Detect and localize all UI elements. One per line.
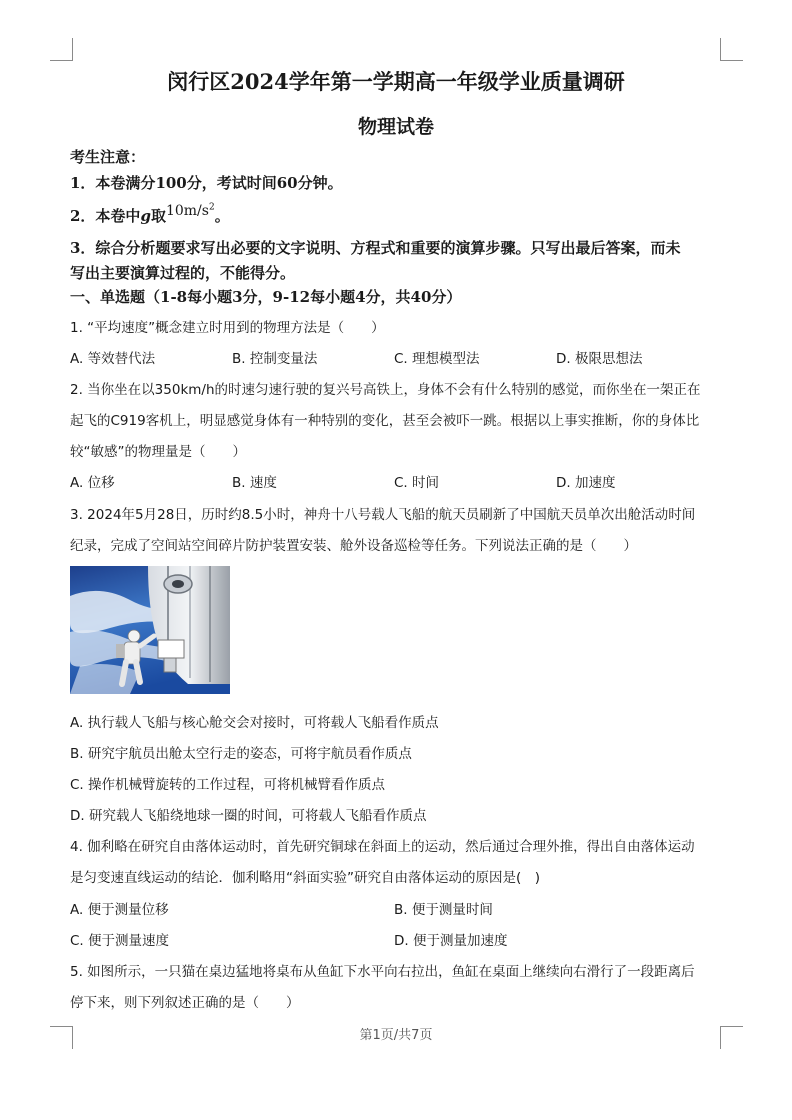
note-2-unit-text: 10m/s	[165, 203, 209, 219]
question-4-line-2: 是匀变速直线运动的结论．伽利略用“斜面实验”研究自由落体运动的原因是( )	[70, 870, 541, 886]
page-number: 第1页/共7页	[359, 1028, 433, 1043]
question-4-option-c: C. 便于测量速度	[70, 933, 170, 949]
question-4-option-d: D. 便于测量加速度	[394, 933, 508, 949]
question-2-line-1: 2. 当你坐在以350km/h的时速匀速行驶的复兴号高铁上，身体不会有什么特别的感觉，而你坐在一架正在	[70, 382, 701, 398]
astronaut-spacewalk-photo	[70, 566, 230, 694]
note-2-g-symbol: g	[140, 207, 151, 225]
crop-mark-top-right	[720, 38, 743, 61]
question-4-option-b: B. 便于测量时间	[394, 902, 493, 918]
note-2-prefix: 2．本卷中	[70, 207, 141, 225]
question-2-option-c: C. 时间	[394, 475, 440, 491]
note-2-mid: 取	[150, 207, 166, 225]
note-1: 1．本卷满分100分，考试时间60分钟。	[70, 174, 343, 192]
question-1-option-b: B. 控制变量法	[232, 351, 318, 367]
exam-title: 闵行区2024学年第一学期高一年级学业质量调研	[167, 69, 625, 94]
note-3-line-1: 3．综合分析题要求写出必要的文字说明、方程式和重要的演算步骤。只写出最后答案，而未	[70, 239, 681, 257]
question-4-line-1: 4. 伽利略在研究自由落体运动时，首先研究铜球在斜面上的运动，然后通过合理外推，得出自由落体运动	[70, 839, 695, 855]
question-3-option-a: A. 执行载人飞船与核心舱交会对接时，可将载人飞船看作质点	[70, 715, 439, 731]
crop-mark-top-left	[50, 38, 73, 61]
notes-heading: 考生注意：	[70, 148, 146, 166]
question-2-line-3: 较“敏感”的物理量是（ ）	[70, 444, 246, 460]
section-heading: 一、单选题（1-8每小题3分，9-12每小题4分，共40分）	[70, 288, 462, 306]
note-2-unit	[166, 203, 215, 219]
question-1-option-d: D. 极限思想法	[556, 351, 643, 367]
question-3-option-b: B. 研究宇航员出舱太空行走的姿态，可将宇航员看作质点	[70, 746, 412, 762]
question-3-option-c: C. 操作机械臂旋转的工作过程，可将机械臂看作质点	[70, 777, 386, 793]
question-3-line-1: 3. 2024年5月28日，历时约8.5小时，神舟十八号载人飞船的航天员刷新了中国航天员单次出舱活动时间	[70, 507, 696, 523]
note-2-end: 。	[214, 207, 230, 225]
question-5-line-2: 停下来，则下列叙述正确的是（ ）	[70, 995, 300, 1011]
question-3-line-2: 纪录，完成了空间站空间碎片防护装置安装、舱外设备巡检等任务。下列说法正确的是（ ）	[70, 538, 637, 554]
question-1-option-c: C. 理想模型法	[394, 351, 480, 367]
question-3-option-d: D. 研究载人飞船绕地球一圈的时间，可将载人飞船看作质点	[70, 808, 427, 824]
exam-subtitle: 物理试卷	[357, 116, 434, 138]
note-3-line-2: 写出主要演算过程的，不能得分。	[70, 264, 296, 282]
question-2-option-b: B. 速度	[232, 475, 277, 491]
question-2-line-2: 起飞的C919客机上，明显感觉身体有一种特别的变化，甚至会被吓一跳。根据以上事实推断，你的身体比	[70, 413, 700, 429]
note-2	[70, 202, 230, 226]
question-1-stem: 1. “平均速度”概念建立时用到的物理方法是（ ）	[70, 320, 385, 336]
question-2-option-d: D. 加速度	[556, 475, 616, 491]
question-2-option-a: A. 位移	[70, 475, 115, 491]
question-1-option-a: A. 等效替代法	[70, 351, 156, 367]
question-4-option-a: A. 便于测量位移	[70, 902, 169, 918]
note-2-unit-exp: 2	[208, 202, 215, 213]
question-5-line-1: 5. 如图所示，一只猫在桌边猛地将桌布从鱼缸下水平向右拉出，鱼缸在桌面上继续向右滑行了一段距离后	[70, 964, 695, 980]
